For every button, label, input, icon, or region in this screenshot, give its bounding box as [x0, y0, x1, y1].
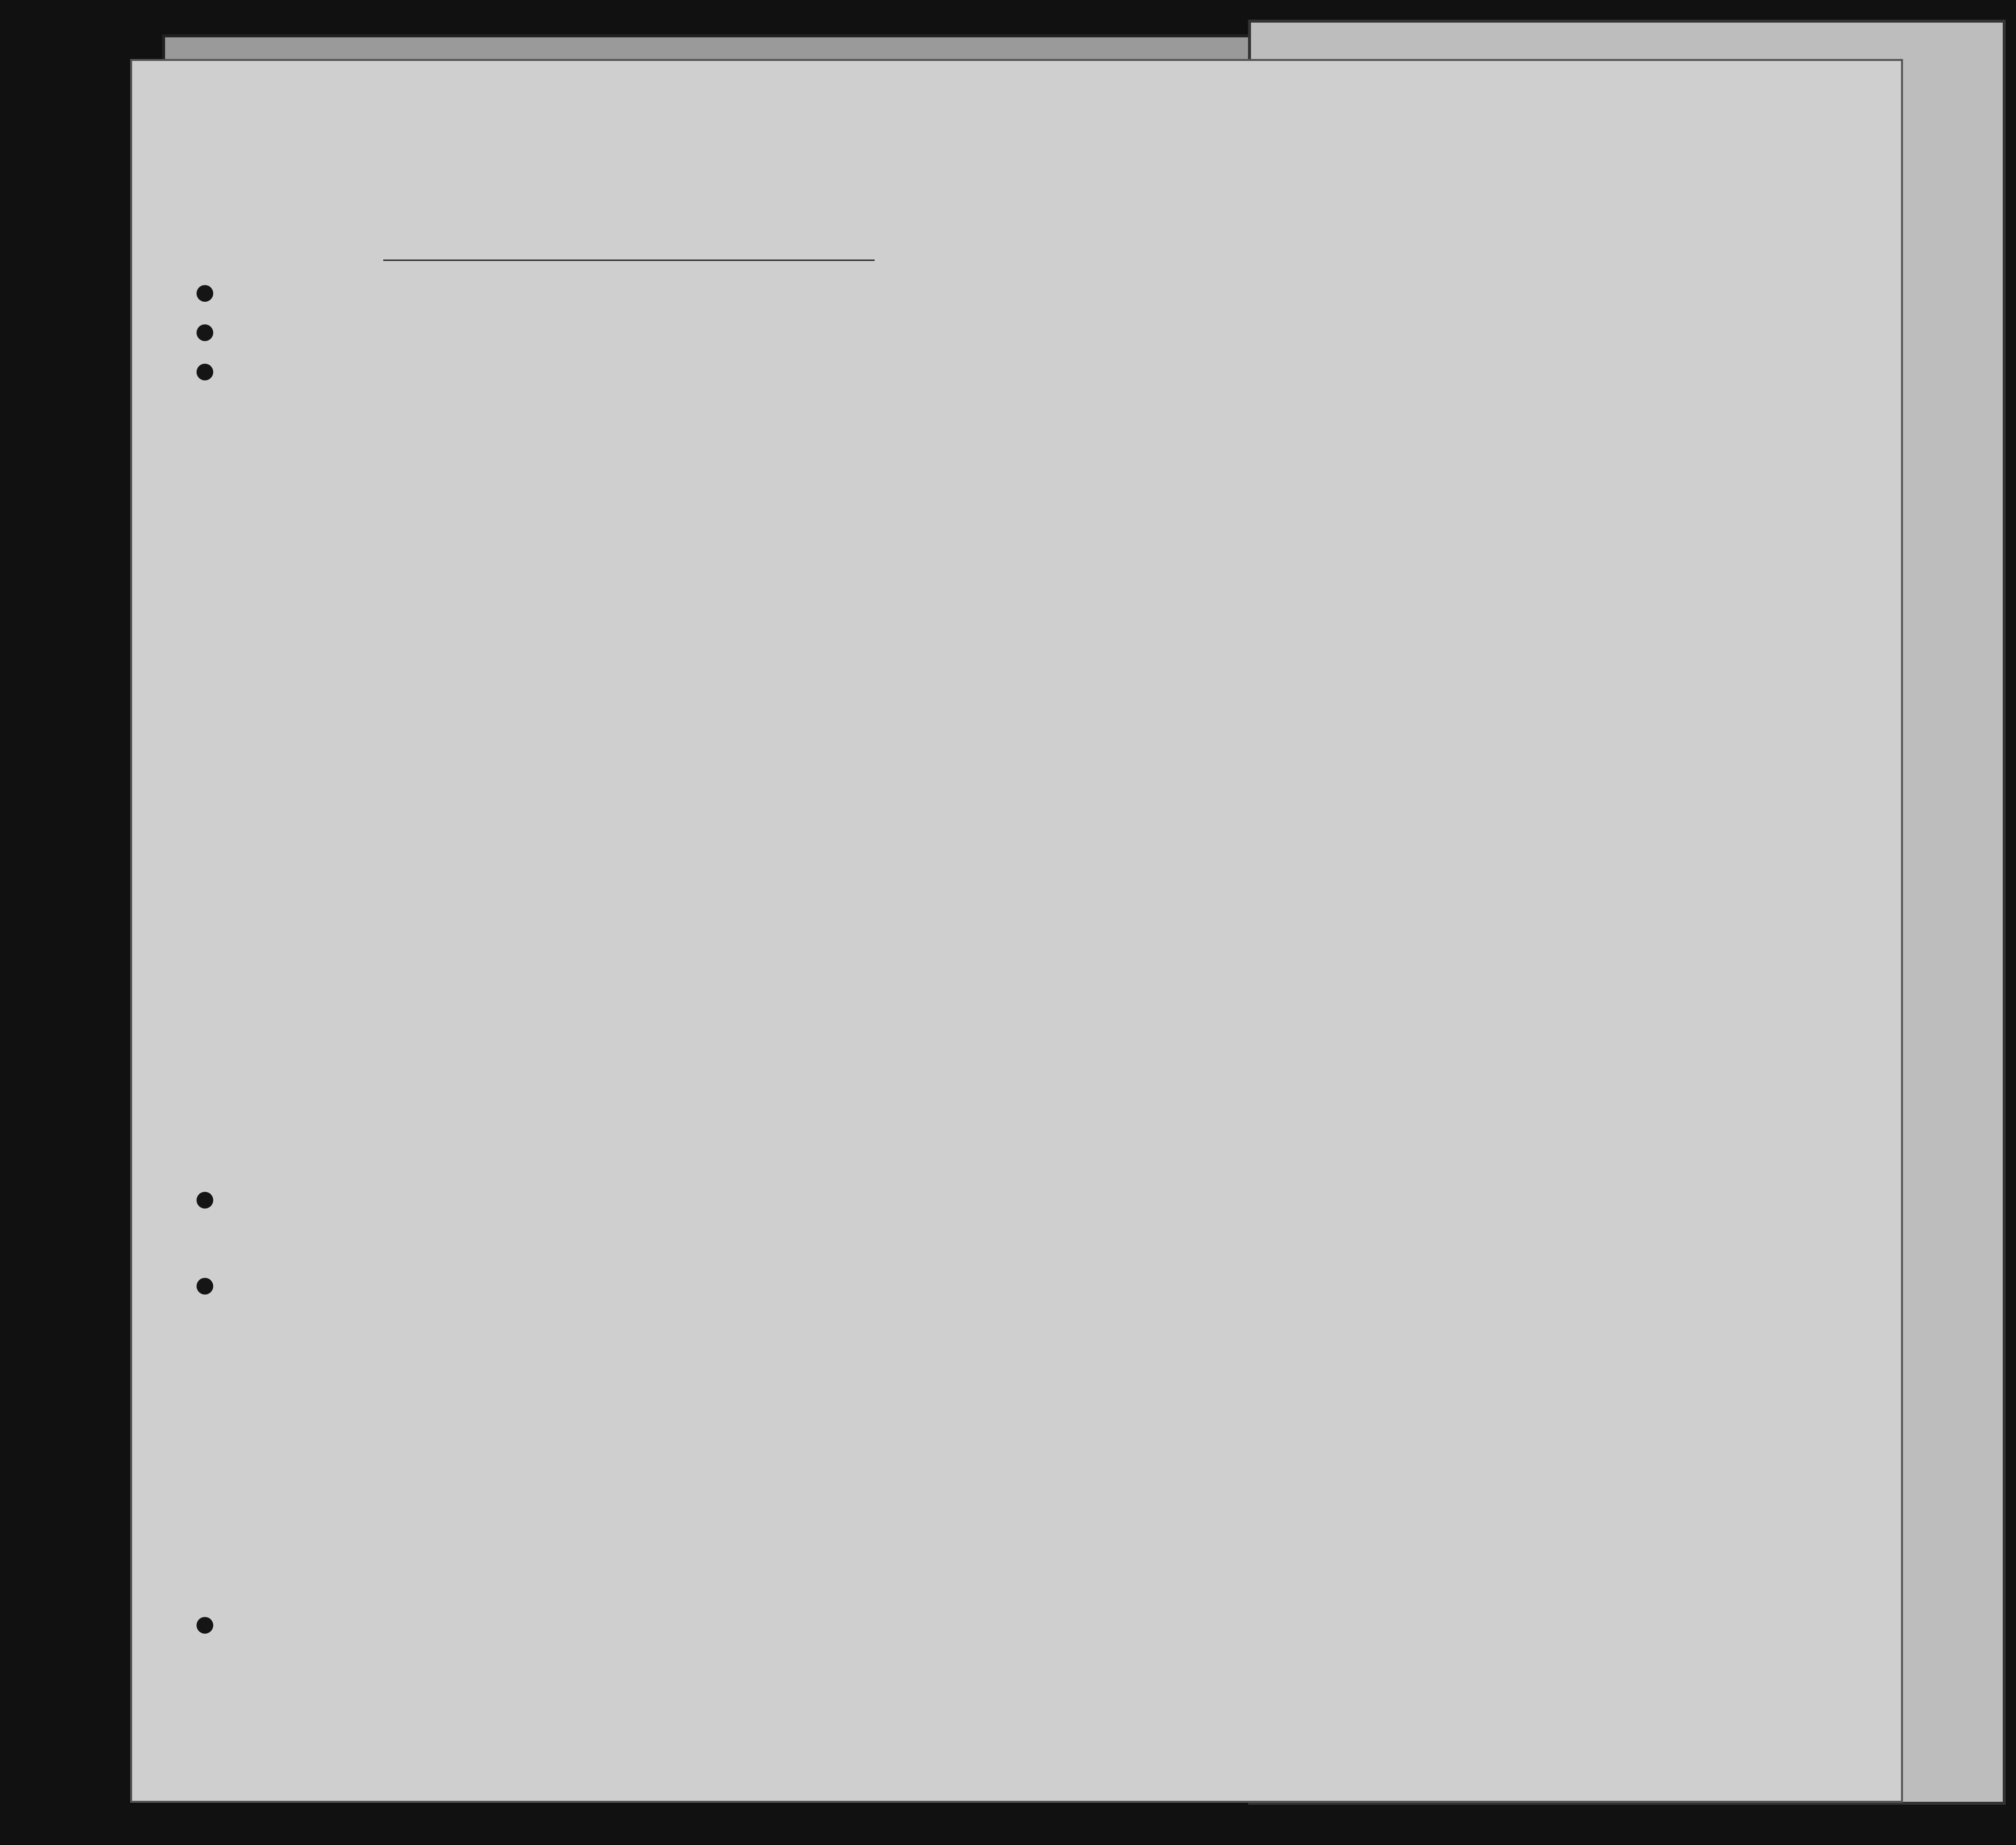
binder-hole	[197, 324, 213, 341]
sheet-number	[1690, 103, 1700, 123]
manifest-page	[130, 59, 1903, 1803]
binder-hole	[197, 285, 213, 302]
binder-hole	[197, 364, 213, 380]
vessel-rule	[383, 259, 875, 261]
binder-hole	[197, 1278, 213, 1295]
vessel-line	[324, 231, 1862, 265]
binder-hole	[197, 1192, 213, 1209]
binder-hole	[197, 1617, 213, 1634]
